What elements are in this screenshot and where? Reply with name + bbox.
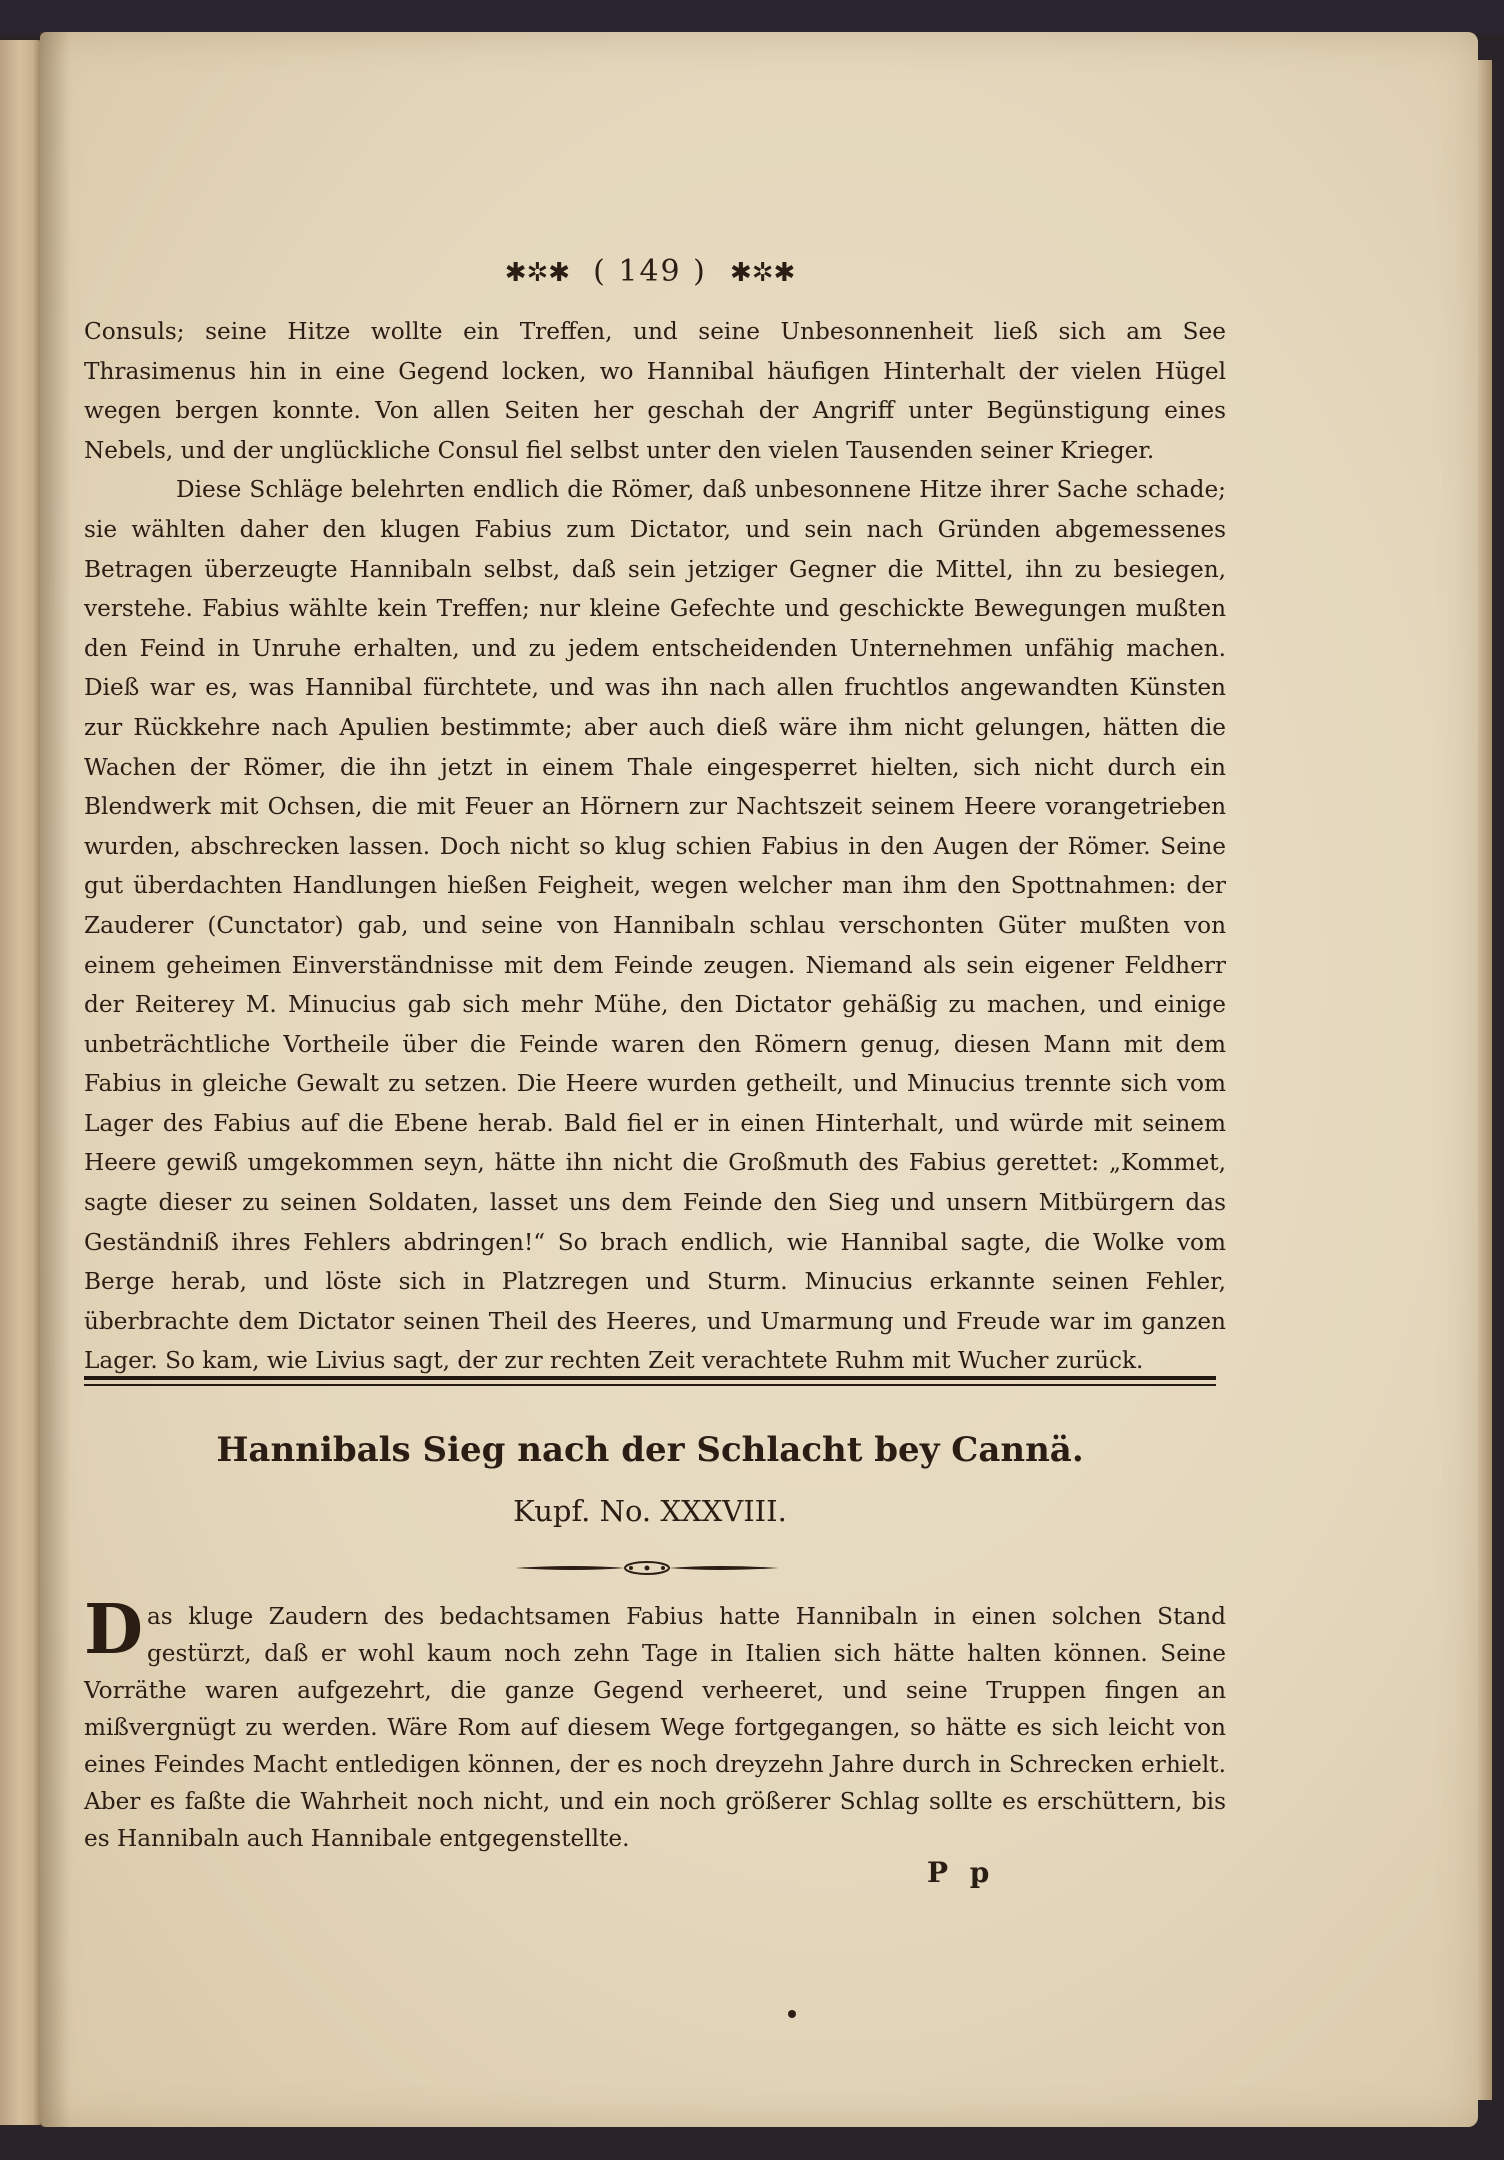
plate-reference: Kupf. No. XXXVIII. [513, 1494, 787, 1528]
signature-mark: P p [927, 1856, 996, 1889]
scan-background [0, 0, 1504, 34]
facing-page-edge [0, 40, 44, 2125]
section-2-text [84, 1590, 1226, 1857]
section-2-body: as kluge Zaudern des bedachtsamen Fabius hatte Hannibaln in einen solchen Stand gestürzt, daß er wohl kaum noch zehn Tage in Italien sich hätte halten können. Seine Vorräthe waren aufgezehrt, die ganze Gegend verheeret, und seine Truppen fingen an mißvergnügt zu werden. Wäre Rom auf diesem Wege fortgegangen, so hätte es sich leicht von eines Feindes Macht entledigen können, der es noch dreyzehn Jahre durch in Schrecken erhielt. Aber es faßte die Wahrheit noch nicht, und ein noch größerer Schlag sollte es erschüttern, bis es Hannibaln auch Hannibale entgegenstellte. [84, 1603, 1226, 1852]
section-divider [84, 1376, 1216, 1386]
flourish-ornament-icon [515, 1560, 779, 1576]
page-edge-right [1478, 60, 1492, 2100]
page-gutter-shadow [40, 32, 70, 2127]
page-number: ( 149 ) [593, 254, 707, 289]
drop-cap: D [84, 1590, 143, 1670]
pinhole-mark [788, 2010, 796, 2018]
section-1-text [84, 312, 1226, 1381]
running-head [440, 254, 860, 289]
right-ornament-icon: ✱✲✱ [729, 258, 796, 288]
paragraph-1: Consuls; seine Hitze wollte ein Treffen, und seine Unbesonnenheit ließ sich am See Thrasimenus hin in eine Gegend locken, wo Hannibal häufigen Hinterhalt der vielen Hügel wegen bergen konnte. Von allen Seiten her geschah der Angriff unter Begünstigung eines Nebels, und der unglückliche Consul fiel selbst unter den vielen Tausenden seiner Krieger. [84, 318, 1226, 464]
section-heading: Hannibals Sieg nach der Schlacht bey Cannä. [216, 1430, 1084, 1470]
left-ornament-icon: ✱✲✱ [504, 258, 571, 288]
paragraph-2: Diese Schläge belehrten endlich die Römer, daß unbesonnene Hitze ihrer Sache schade; sie wählten daher den klugen Fabius zum Dictator, und sein nach Gründen abgemessenes Betragen überzeugte Hannibaln selbst, daß sein jetziger Gegner die Mittel, ihn zu besiegen, verstehe. Fabius wählte kein Treffen; nur kleine Gefechte und geschickte Bewegungen mußten den Feind in Unruhe erhalten, und zu jedem entscheidenden Unternehmen unfähig machen. Dieß war es, was Hannibal fürchtete, und was ihn nach allen fruchtlos angewandten Künsten zur Rückkehre nach Apulien bestimmte; aber auch dieß wäre ihm nicht gelungen, hätten die Wachen der Römer, die ihn jetzt in einem Thale eingesperret hielten, sich nicht durch ein Blendwerk mit Ochsen, die mit Feuer an Hörnern zur Nachtszeit seinem Heere vorangetrieben wurden, abschrecken lassen. Doch nicht so klug schien Fabius in den Augen der Römer. Seine gut überdachten Handlungen hießen Feigheit, wegen welcher man ihm den Spottnahmen: der Zauderer (Cunctator) gab, und seine von Hannibaln schlau verschonten Güter mußten von einem geheimen Einverständnisse mit dem Feinde zeugen. Niemand als sein eigener Feldherr der Reiterey M. Minucius gab sich mehr Mühe, den Dictator gehäßig zu machen, und einige unbeträchtliche Vortheile über die Feinde waren den Römern genug, diesen Mann mit dem Fabius in gleiche Gewalt zu setzen. Die Heere wurden getheilt, und Minucius trennte sich vom Lager des Fabius auf die Ebene herab. Bald fiel er in einen Hinterhalt, und würde mit seinem Heere gewiß umgekommen seyn, hätte ihn nicht die Großmuth des Fabius gerettet: „Kommet, sagte dieser zu seinen Soldaten, lasset uns dem Feinde den Sieg und unsern Mitbürgern das Geständniß ihres Fehlers abdringen!“ So brach endlich, wie Hannibal sagte, die Wolke vom Berge herab, und löste sich in Platzregen und Sturm. Minucius erkannte seinen Fehler, überbrachte dem Dictator seinen Theil des Heeres, und Umarmung und Freude war im ganzen Lager. So kam, wie Livius sagt, der zur rechten Zeit verachtete Ruhm mit Wucher zurück. [84, 476, 1226, 1375]
